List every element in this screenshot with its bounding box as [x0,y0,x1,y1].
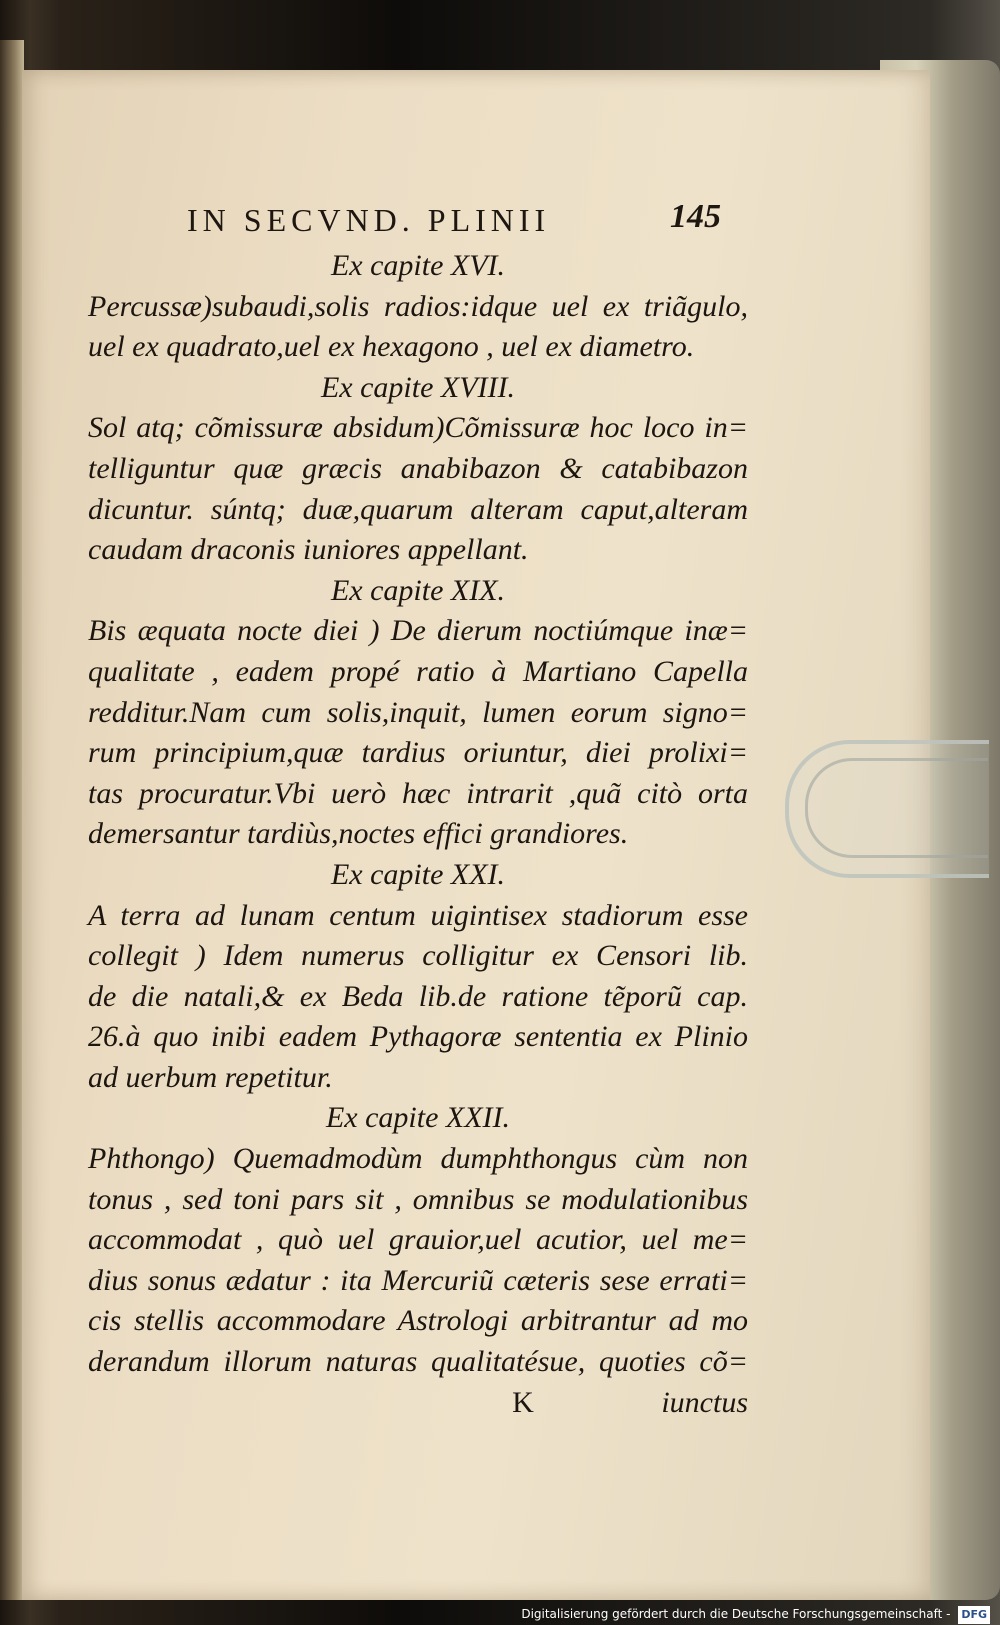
text-line: collegit ) Idem numerus colligitur ex Censori lib. [88,939,748,973]
text-line: caudam draconis iuniores appellant. [88,533,529,567]
text-line: Bis æquata nocte diei ) De dierum noctiúmque inæ= [88,614,748,648]
text-line: telliguntur quæ græcis anabibazon & catabibazon [88,451,748,485]
page-header [22,198,930,242]
text-line: Phthongo) Quemadmodùm dumphthongus cùm non [88,1142,748,1176]
signature-mark: K [512,1385,534,1419]
body-text [88,246,748,1423]
chapter-heading: Ex capite XIX. [330,573,506,607]
text-line: dius sonus ædatur : ita Mercuriũ cæteris sese errati= [88,1263,748,1297]
chapter-heading: Ex capite XXI. [330,857,506,891]
text-line: Sol atq; cõmissuræ absidum)Cõmissuræ hoc loco in= [88,411,748,445]
text-line: A terra ad lunam centum uigintisex stadiorum esse [88,898,748,932]
text-line: accommodat , quò uel grauior,uel acutior, uel me= [88,1223,748,1257]
footer-credit: Digitalisierung gefördert durch die Deutsche Forschungsgemeinschaft - [521,1607,951,1621]
text-line: rum principium,quæ tardius oriuntur, diei prolixi= [88,736,748,770]
text-line: uel ex quadrato,uel ex hexagono , uel ex diametro. [88,330,695,364]
text-line: dicuntur. súntq; duæ,quarum alteram caput,alteram [88,492,748,526]
text-line: 26.à quo inibi eadem Pythagoræ sententia ex Plinio [88,1020,748,1054]
text-line: tas procuratur.Vbi uerò hæc intrarit ,quã citò orta [88,776,748,810]
text-line: cis stellis accommodare Astrologi arbitrantur ad mo [88,1304,748,1338]
chapter-heading: Ex capite XVI. [330,249,506,282]
text-line: tonus , sed toni pars sit , omnibus se modulationibus [88,1182,748,1216]
catchword: iunctus [661,1385,748,1419]
text-line: derandum illorum naturas qualitatésue, quoties cõ= [88,1345,748,1379]
text-line: ad uerbum repetitur. [88,1060,333,1094]
text-line: redditur.Nam cum solis,inquit, lumen eorum signo= [88,695,748,729]
digitization-footer [521,1605,990,1623]
catchword-line [88,1383,748,1424]
text-line: qualitate , eadem propé ratio à Martiano Capella [88,654,748,688]
text-line: de die natali,& ex Beda lib.de ratione tẽporũ cap. [88,979,748,1013]
folio-number: 145 [670,198,721,235]
text-line: Percussæ)subaudi,solis radios:idque uel ex triãgulo, [88,289,748,323]
text-line: demersantur tardiùs,noctes effici grandiores. [88,817,629,851]
dfg-logo: DFG [958,1606,990,1624]
page-clip-inner [805,758,988,858]
running-head: IN SECVND. PLINII [187,202,551,238]
chapter-heading: Ex capite XXII. [325,1101,511,1135]
chapter-heading: Ex capite XVIII. [320,370,516,404]
binding-edge-left [0,40,24,1600]
